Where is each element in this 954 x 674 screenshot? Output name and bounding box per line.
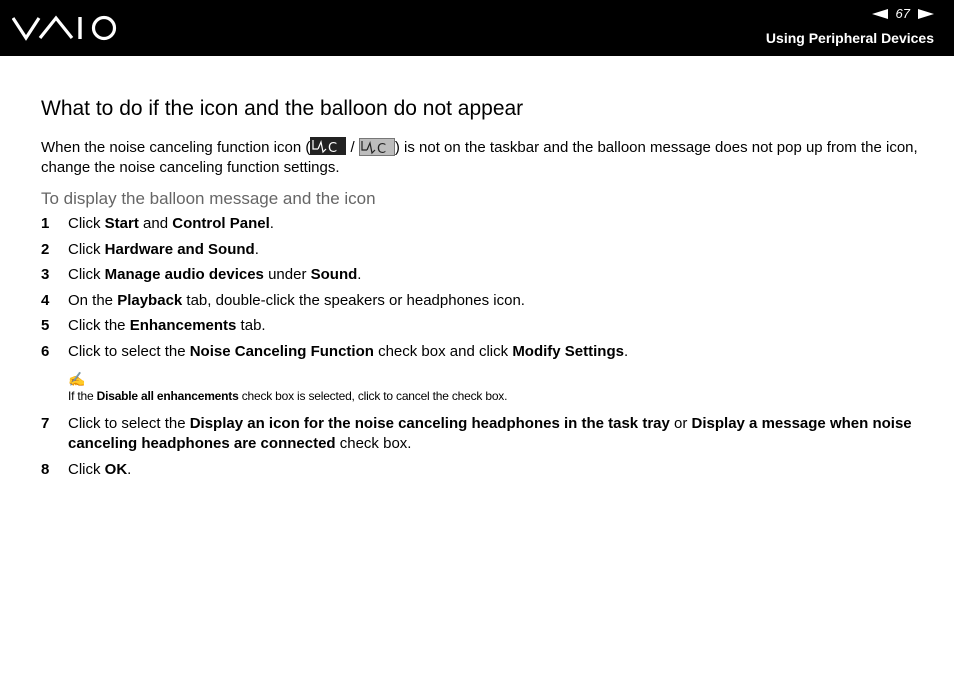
page-content (41, 94, 921, 485)
svg-text:C: C (328, 141, 338, 155)
step-3: 3 Click Manage audio devices under Sound. (41, 266, 362, 284)
pencil-icon: ✍ (68, 370, 86, 387)
step-1: 1 Click Start and Control Panel. (41, 215, 274, 232)
page-number: 67 (895, 6, 910, 21)
note-block (41, 372, 921, 406)
vaio-logo (12, 14, 122, 47)
note-text: If the Disable all enhancements check box is selected, click to cancel the check box. (68, 388, 508, 403)
step-6: 6 Click to select the Noise Canceling Function check box and click Modify Settings. (41, 342, 629, 360)
intro-paragraph (41, 137, 921, 178)
noise-canceling-on-icon (310, 137, 346, 155)
page-nav (872, 6, 934, 21)
page-header (0, 0, 954, 56)
next-page-arrow-icon[interactable] (918, 9, 934, 19)
step-5: 5 Click the Enhancements tab. (41, 317, 266, 335)
procedure-steps (41, 214, 921, 480)
procedure-heading: To display the balloon message and the icon (41, 189, 376, 208)
step-2: 2 Click Hardware and Sound. (41, 240, 259, 258)
intro-text-2: ) is not on the taskbar and the balloon message does not pop up from the icon, change the noise canceling function settings. (41, 139, 918, 176)
svg-text:C: C (376, 142, 386, 155)
section-title: Using Peripheral Devices (765, 30, 934, 46)
previous-page-arrow-icon[interactable] (872, 9, 888, 19)
intro-separator: / (346, 139, 359, 156)
step-7: 7 Click to select the Display an icon for the noise canceling headphones in the task tray or Display a message when noise canceling headphones are connected check box. (41, 414, 912, 452)
intro-text-1: When the noise canceling function icon ( (41, 139, 311, 156)
page-heading: What to do if the icon and the balloon do not appear (41, 97, 524, 120)
noise-canceling-off-icon (359, 138, 395, 156)
step-4: 4 On the Playback tab, double-click the speakers or headphones icon. (41, 291, 525, 309)
step-8: 8 Click OK. (41, 460, 132, 478)
